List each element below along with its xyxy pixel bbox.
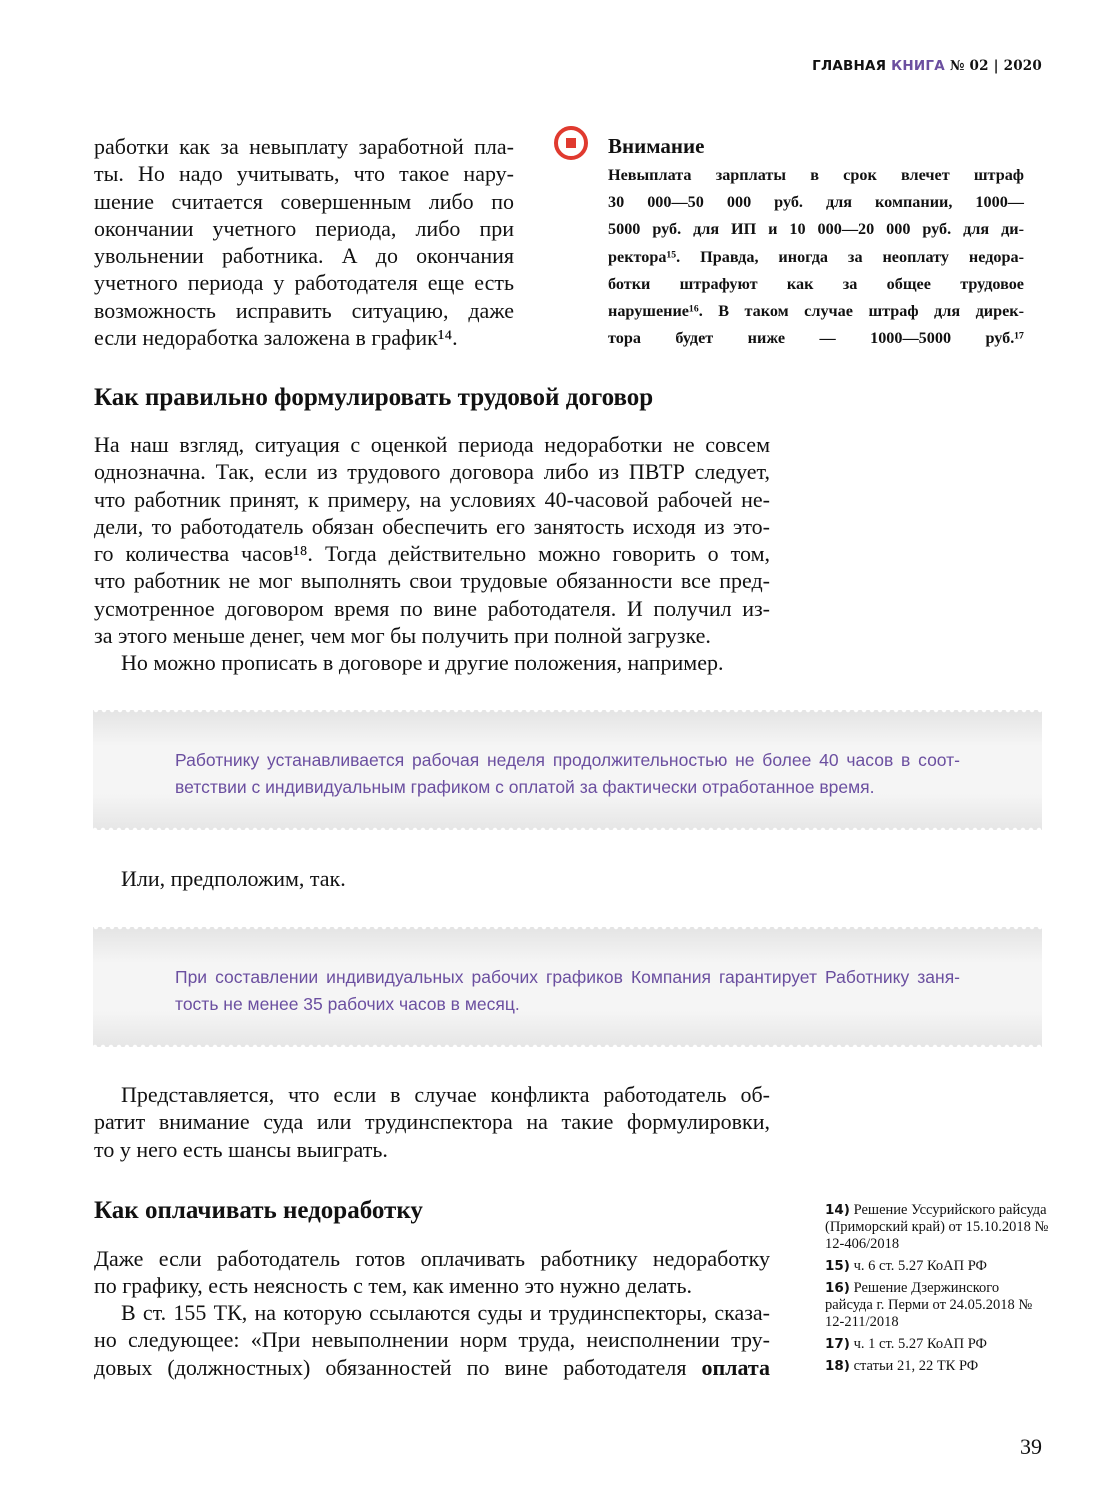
text-line: что работник принят, к примеру, на условиях 40-часовой рабочей не-	[94, 486, 770, 512]
footnote-item	[825, 1336, 1050, 1353]
paragraph	[94, 1299, 770, 1381]
sidebar-note	[608, 162, 1024, 352]
text-line	[94, 1354, 770, 1381]
text-line: На наш взгляд, ситуация с оценкой периода недоработки не совсем	[94, 432, 770, 457]
footnote-number: 15)	[825, 1258, 850, 1274]
text-line-content: довых (должностных) обязанностей по вине работодателя	[94, 1354, 687, 1380]
footnotes	[825, 1202, 1050, 1380]
text-line: Но можно прописать в договоре и другие положения, например.	[121, 650, 724, 675]
running-header	[812, 58, 1042, 74]
footnote-text: Решение Дзержинского райсуда г. Перми от 24.05.2018 № 12-211/2018	[825, 1280, 1033, 1330]
text-line: то у него есть шансы выиграть.	[94, 1136, 388, 1162]
text-line: тора будет ниже — 1000—5000 руб.¹⁷	[608, 329, 1024, 348]
text-line: При составлении индивидуальных рабочих графиков Компания гарантирует Работнику заня-	[175, 967, 960, 987]
footnote-item	[825, 1280, 1050, 1331]
text-line: тость не менее 35 рабочих часов в месяц.	[175, 994, 520, 1014]
sidebar-title: Внимание	[608, 134, 705, 158]
section-heading: Как оплачивать недоработку	[94, 1197, 423, 1224]
text-line: нарушение¹⁶. В таком случае штраф для дирек-	[608, 302, 1024, 321]
quote-text	[175, 964, 960, 1018]
footnote-number: 14)	[825, 1202, 850, 1218]
footnote-number: 17)	[825, 1336, 850, 1352]
brand-name: ГЛАВНАЯ	[812, 58, 887, 74]
text-line: однозначна. Так, если из трудового договора либо из ПВТР следует,	[94, 459, 770, 485]
text-line: Работнику устанавливается рабочая неделя продолжительностью не более 40 часов в соот-	[175, 750, 960, 770]
contract-clause-quote	[93, 710, 1042, 830]
text-line: но следующее: «При невыполнении норм труда, неисполнении тру-	[94, 1327, 770, 1353]
text-line: дели, то работодатель обязан обеспечить его занятость исходя из это-	[94, 513, 770, 539]
footnote-text: Решение Уссурийского райсуда (Приморский край) от 15.10.2018 № 12-406/2018	[825, 1202, 1049, 1252]
footnote-number: 16)	[825, 1280, 850, 1296]
contract-clause-quote	[93, 927, 1042, 1047]
text-line: ректора¹⁵. Правда, иногда за неоплату недора-	[608, 247, 1024, 266]
text-line: шение считается совершенным либо по	[94, 188, 514, 214]
text-line: усмотренное договором время по вине работодателя. И получил из-	[94, 595, 770, 621]
text-line: учетного периода у работодателя еще есть	[94, 270, 514, 296]
text-line: окончании учетного периода, либо при	[94, 215, 514, 241]
paragraph	[94, 649, 770, 676]
intro-paragraph	[94, 133, 514, 351]
text-line: Невыплата зарплаты в срок влечет штраф	[608, 166, 1024, 184]
footnote-text: статьи 21, 22 ТК РФ	[853, 1358, 979, 1374]
text-line: Или, предположим, так.	[121, 866, 346, 891]
text-line: работки как за невыплату заработной пла-	[94, 134, 514, 159]
alert-stop-icon	[554, 126, 588, 160]
footnote-item	[825, 1258, 1050, 1275]
footnote-text: ч. 6 ст. 5.27 КоАП РФ	[853, 1258, 987, 1274]
text-line: увольнении работника. А до окончания	[94, 243, 514, 269]
paragraph	[94, 865, 770, 892]
text-line: 5000 руб. для ИП и 10 000—20 000 руб. для ди-	[608, 220, 1024, 239]
text-line: ботки штрафуют как за общее трудовое	[608, 274, 1024, 293]
text-line: В ст. 155 ТК, на которую ссылаются суды и трудинспекторы, сказа-	[121, 1300, 770, 1325]
text-line: Представляется, что если в случае конфликта работодатель об-	[121, 1082, 770, 1107]
footnote-text: ч. 1 ст. 5.27 КоАП РФ	[853, 1336, 987, 1352]
text-line: ратит внимание суда или трудинспектора на такие формулировки,	[94, 1109, 770, 1135]
paragraph	[94, 1245, 770, 1300]
page-number: 39	[1020, 1434, 1042, 1459]
brand-name-accent: КНИГА	[891, 58, 945, 74]
bold-emphasis: оплата	[701, 1354, 770, 1380]
text-line: Даже если работодатель готов оплачивать работнику недоработку	[94, 1246, 770, 1271]
text-line: если недоработка заложена в график¹⁴.	[94, 325, 458, 351]
paragraph	[94, 431, 770, 649]
footnote-number: 18)	[825, 1358, 850, 1374]
text-line: 30 000—50 000 руб. для компании, 1000—	[608, 193, 1024, 212]
section-heading: Как правильно формулировать трудовой договор	[94, 384, 654, 411]
text-line: по графику, есть неясность с тем, как именно это нужно делать.	[94, 1273, 693, 1299]
text-line: возможность исправить ситуацию, даже	[94, 297, 514, 323]
text-line: что работник не мог выполнять свои трудовые обязанности все пред-	[94, 568, 770, 594]
quote-text	[175, 747, 960, 801]
text-line: за этого меньше денег, чем мог бы получить при полной загрузке.	[94, 623, 711, 649]
issue-number: № 02 | 2020	[949, 58, 1042, 74]
text-line: ветствии с индивидуальным графиком с оплатой за фактически отработанное время.	[175, 777, 875, 797]
footnote-item	[825, 1202, 1050, 1253]
text-line: ты. Но надо учитывать, что такое нару-	[94, 161, 514, 187]
text-line: го количества часов¹⁸. Тогда действительно можно говорить о том,	[94, 541, 770, 567]
footnote-item	[825, 1358, 1050, 1375]
paragraph	[94, 1081, 770, 1163]
